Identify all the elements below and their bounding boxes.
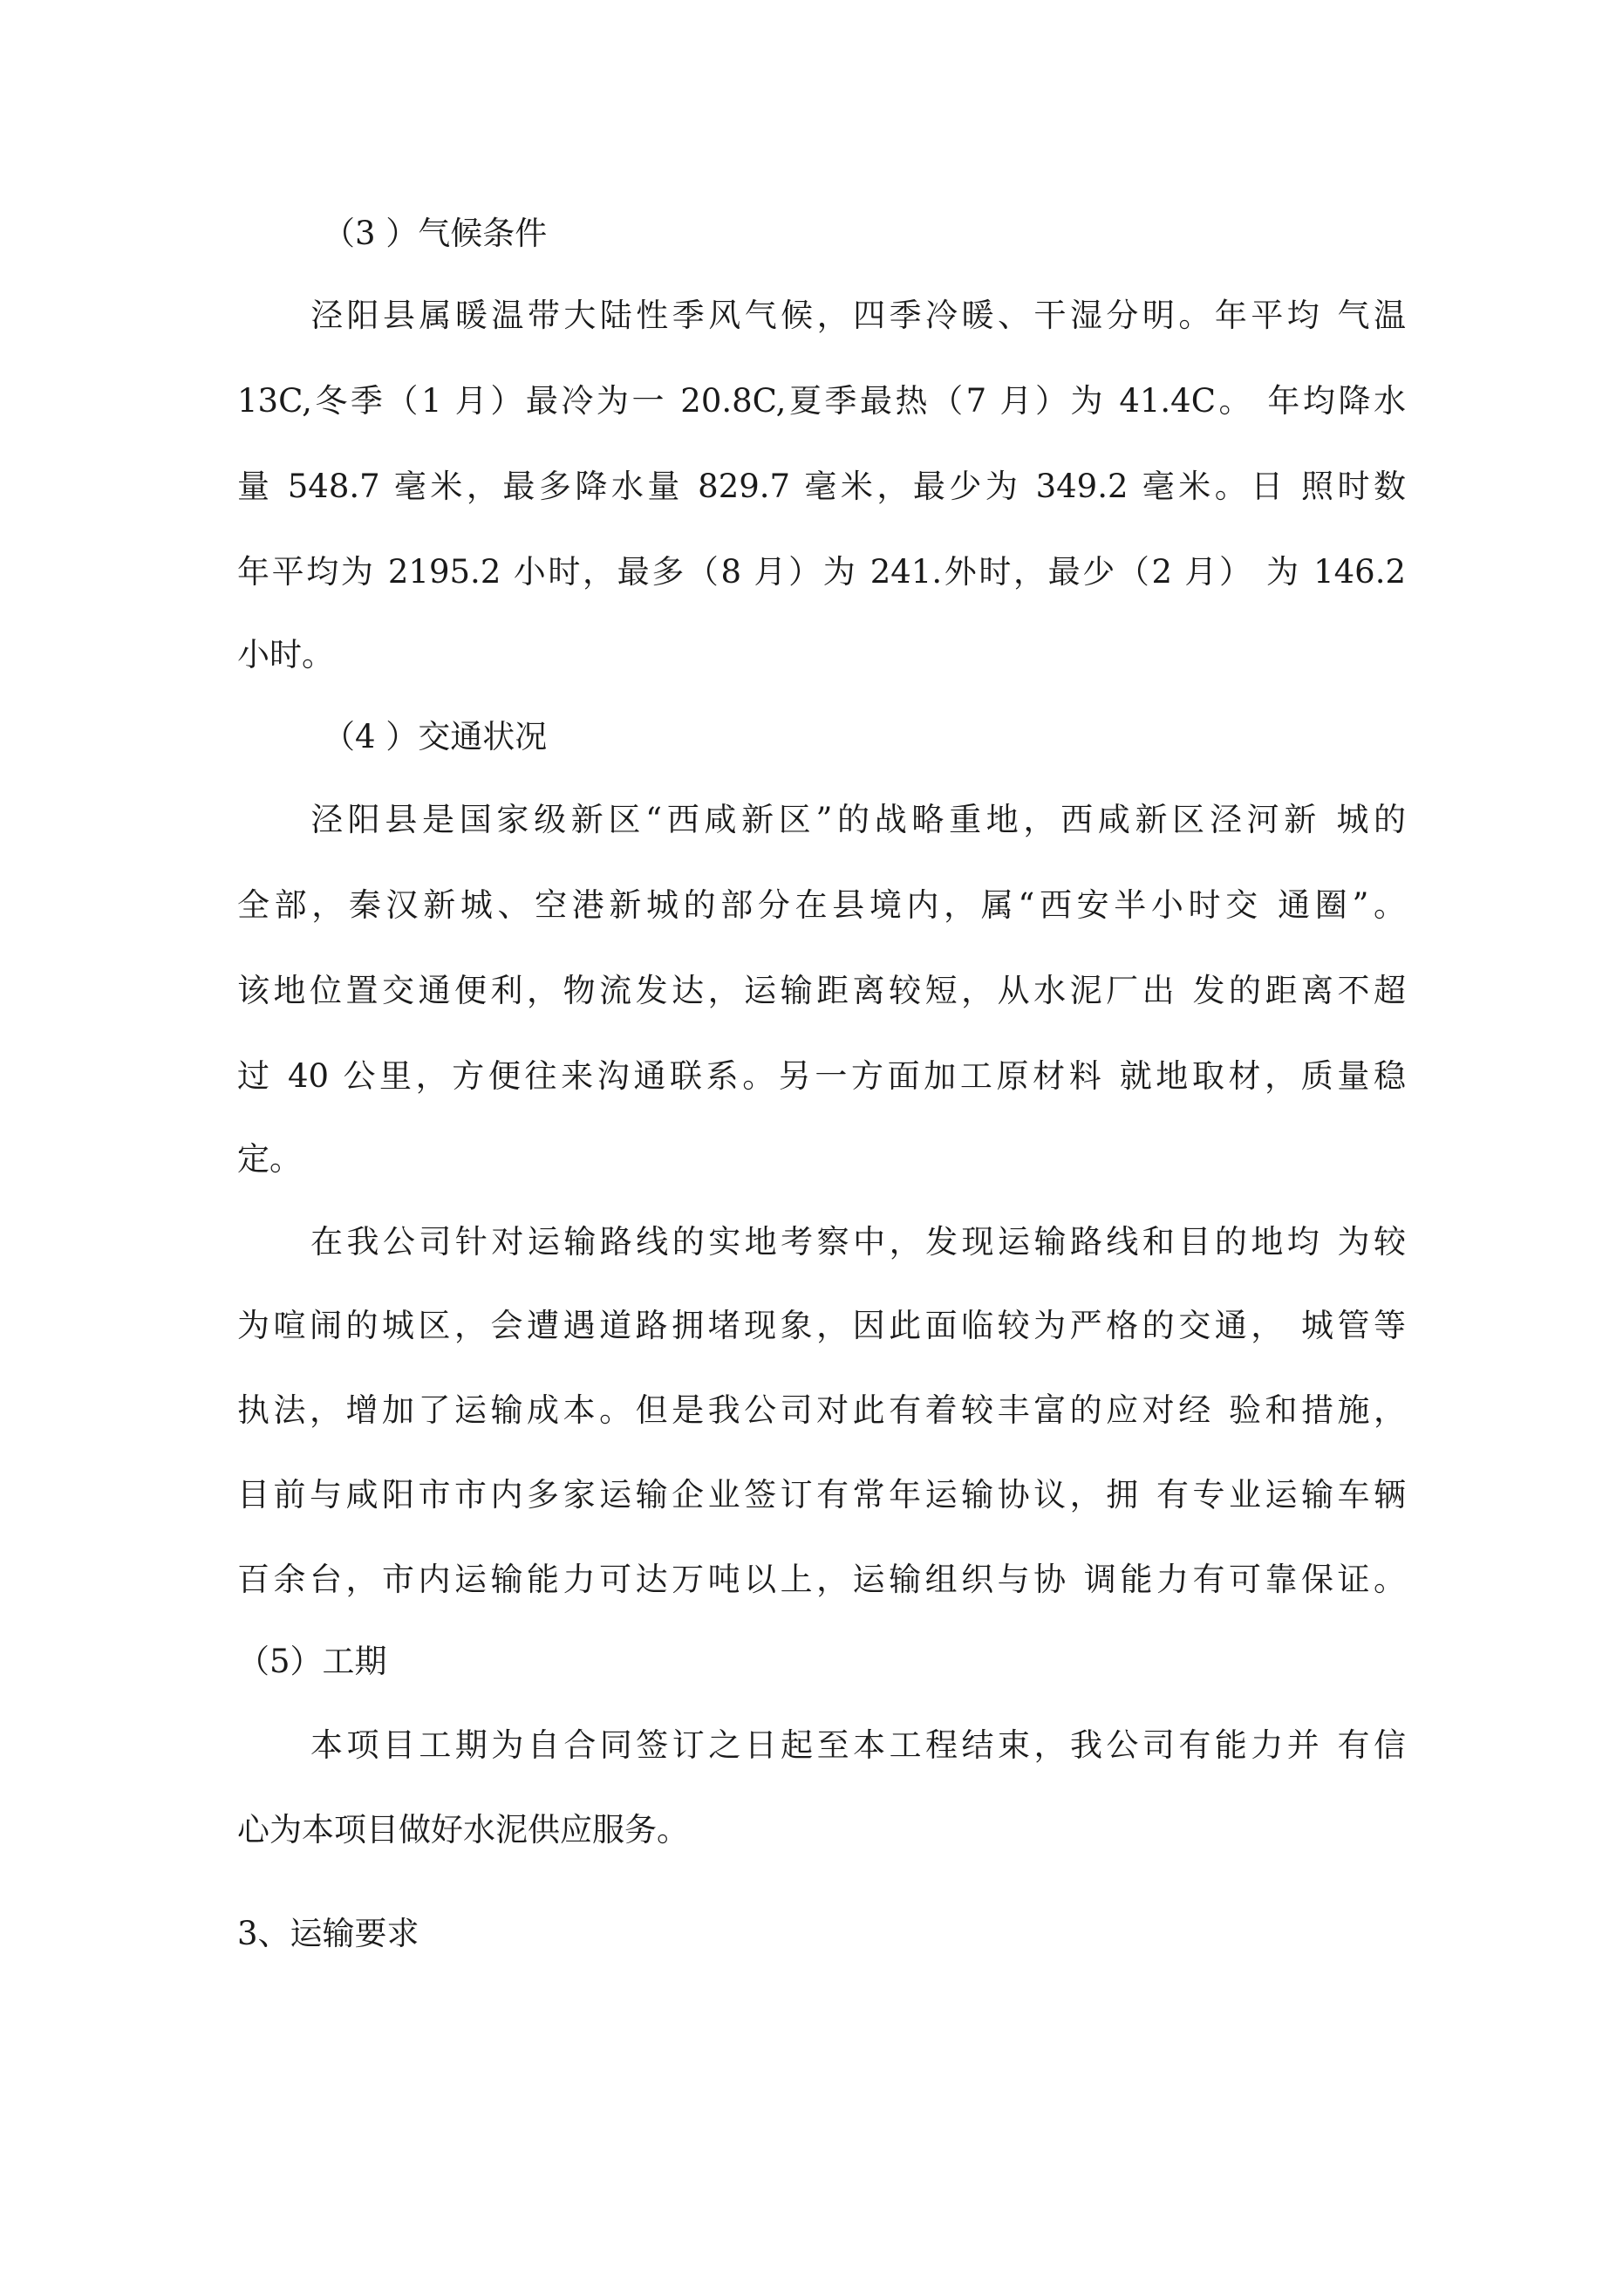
section-title-transport-requirements: 3、运输要求 xyxy=(237,1915,419,1952)
section-heading-climate: （3 ）气候条件 xyxy=(323,215,548,252)
section-heading-schedule: （5）工期 xyxy=(237,1643,387,1680)
traffic-line-3: 该地位置交通便利，物流发达，运输距离较短，从水泥厂出 发的距离不超 xyxy=(237,972,1406,1009)
survey-line-5: 百余台，市内运输能力可达万吨以上，运输组织与协 调能力有可靠保证。 xyxy=(237,1561,1406,1598)
survey-line-3: 执法，增加了运输成本。但是我公司对此有着较丰富的应对经 验和措施， xyxy=(237,1391,1406,1429)
climate-line-4: 年平均为 2195.2 小时，最多（8 月）为 241.外时，最少（2 月） 为 146.2 xyxy=(237,553,1406,591)
schedule-line-1: 本项目工期为自合同签订之日起至本工程结束，我公司有能力并 有信 xyxy=(310,1726,1406,1764)
traffic-line-4: 过 40 公里，方便往来沟通联系。另一方面加工原材料 就地取材，质量稳 xyxy=(237,1057,1406,1095)
climate-line-3: 量 548.7 毫米，最多降水量 829.7 毫米，最少为 349.2 毫米。日 照时数 xyxy=(237,468,1406,505)
traffic-line-5: 定。 xyxy=(237,1140,302,1178)
climate-line-1: 泾阳县属暖温带大陆性季风气候，四季冷暖、干湿分明。年平均 气温 xyxy=(310,297,1406,334)
climate-line-2: 13C,冬季（1 月）最冷为一 20.8C,夏季最热（7 月）为 41.4C。 年均降水 xyxy=(237,382,1406,420)
section-heading-traffic: （4 ）交通状况 xyxy=(323,718,548,755)
climate-line-5: 小时。 xyxy=(237,636,334,673)
survey-line-1: 在我公司针对运输路线的实地考察中，发现运输路线和目的地均 为较 xyxy=(310,1223,1406,1261)
traffic-line-1: 泾阳县是国家级新区“西咸新区”的战略重地，西咸新区泾河新 城的 xyxy=(310,801,1406,838)
schedule-line-2: 心为本项目做好水泥供应服务。 xyxy=(237,1811,689,1848)
traffic-line-2: 全部，秦汉新城、空港新城的部分在县境内，属“西安半小时交 通圈”。 xyxy=(237,886,1406,924)
survey-line-4: 目前与咸阳市市内多家运输企业签订有常年运输协议，拥 有专业运输车辆 xyxy=(237,1476,1406,1514)
survey-line-2: 为喧闹的城区，会遭遇道路拥堵现象，因此面临较为严格的交通， 城管等 xyxy=(237,1307,1406,1344)
